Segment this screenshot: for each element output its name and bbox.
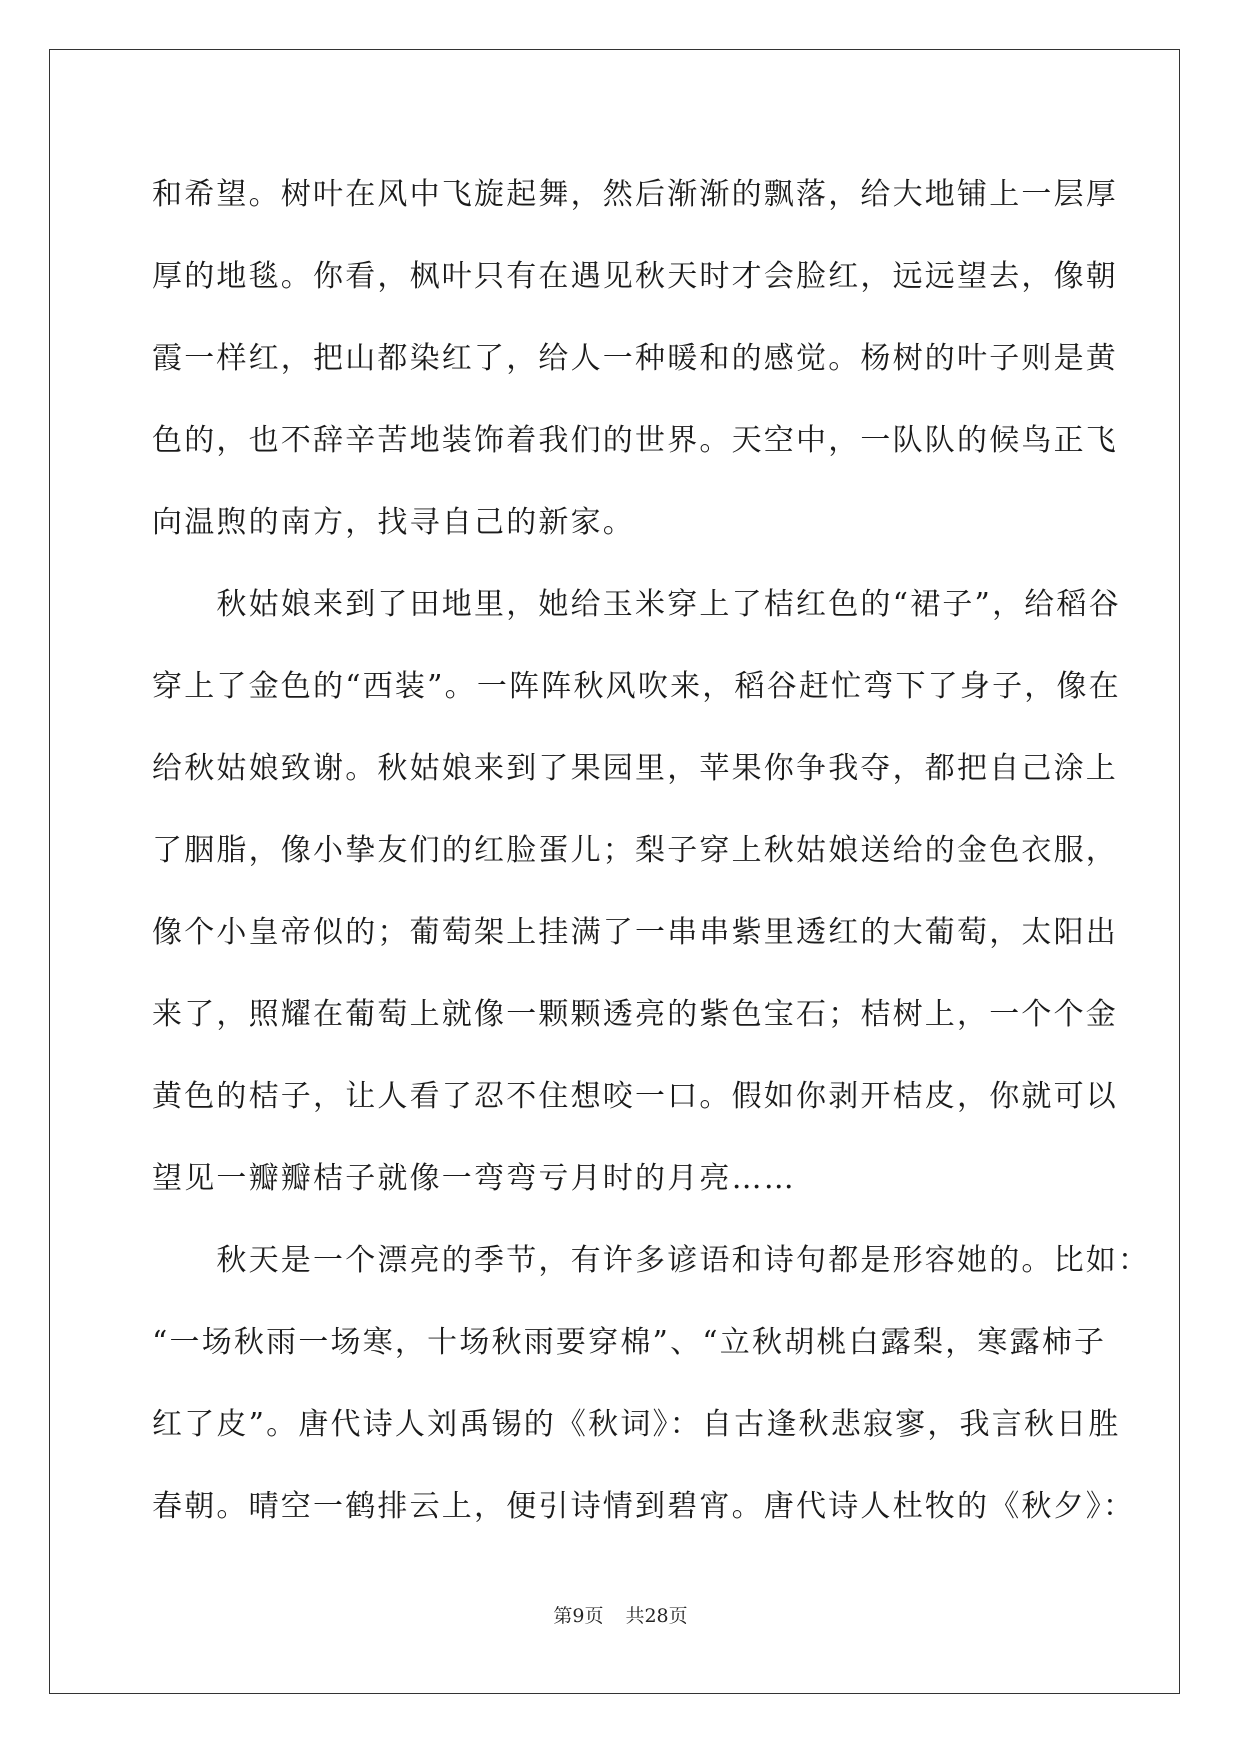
text-line: 色的，也不辞辛苦地装饰着我们的世界。天空中，一队队的候鸟正飞	[152, 423, 1118, 458]
text-line: 望见一瓣瓣桔子就像一弯弯亏月时的月亮……	[152, 1161, 796, 1196]
text-line: “一场秋雨一场寒，十场秋雨要穿棉”、“立秋胡桃白露梨，寒露柿子	[152, 1325, 1107, 1360]
page-footer	[0, 1601, 1241, 1628]
text-line: 厚的地毯。你看，枫叶只有在遇见秋天时才会脸红，远远望去，像朝	[152, 259, 1118, 294]
text-line: 秋姑娘来到了田地里，她给玉米穿上了桔红色的“裙子”，给稻谷	[152, 587, 1121, 622]
text-line: 和希望。树叶在风中飞旋起舞，然后渐渐的飘落，给大地铺上一层厚	[152, 177, 1118, 212]
text-line: 了胭脂，像小挚友们的红脸蛋儿；梨子穿上秋姑娘送给的金色衣服，	[152, 833, 1118, 868]
document-body	[152, 154, 1151, 1548]
text-line: 穿上了金色的“西装”。一阵阵秋风吹来，稻谷赶忙弯下了身子，像在	[152, 669, 1121, 704]
text-line: 秋天是一个漂亮的季节，有许多谚语和诗句都是形容她的。比如：	[152, 1243, 1151, 1278]
text-line: 黄色的桔子，让人看了忍不住想咬一口。假如你剥开桔皮，你就可以	[152, 1079, 1118, 1114]
text-line: 霞一样红，把山都染红了，给人一种暖和的感觉。杨树的叶子则是黄	[152, 341, 1118, 376]
page-number: 第9页	[553, 1605, 604, 1627]
text-line: 像个小皇帝似的；葡萄架上挂满了一串串紫里透红的大葡萄，太阳出	[152, 915, 1118, 950]
text-line: 红了皮”。唐代诗人刘禹锡的《秋词》：自古逢秋悲寂寥，我言秋日胜	[152, 1407, 1121, 1442]
text-line: 向温煦的南方，找寻自己的新家。	[152, 505, 635, 540]
text-line: 来了，照耀在葡萄上就像一颗颗透亮的紫色宝石；桔树上，一个个金	[152, 997, 1118, 1032]
text-line: 给秋姑娘致谢。秋姑娘来到了果园里，苹果你争我夺，都把自己涂上	[152, 751, 1118, 786]
page-total: 共28页	[625, 1605, 688, 1627]
text-line: 春朝。晴空一鹤排云上，便引诗情到碧宵。唐代诗人杜牧的《秋夕》：	[152, 1489, 1136, 1524]
